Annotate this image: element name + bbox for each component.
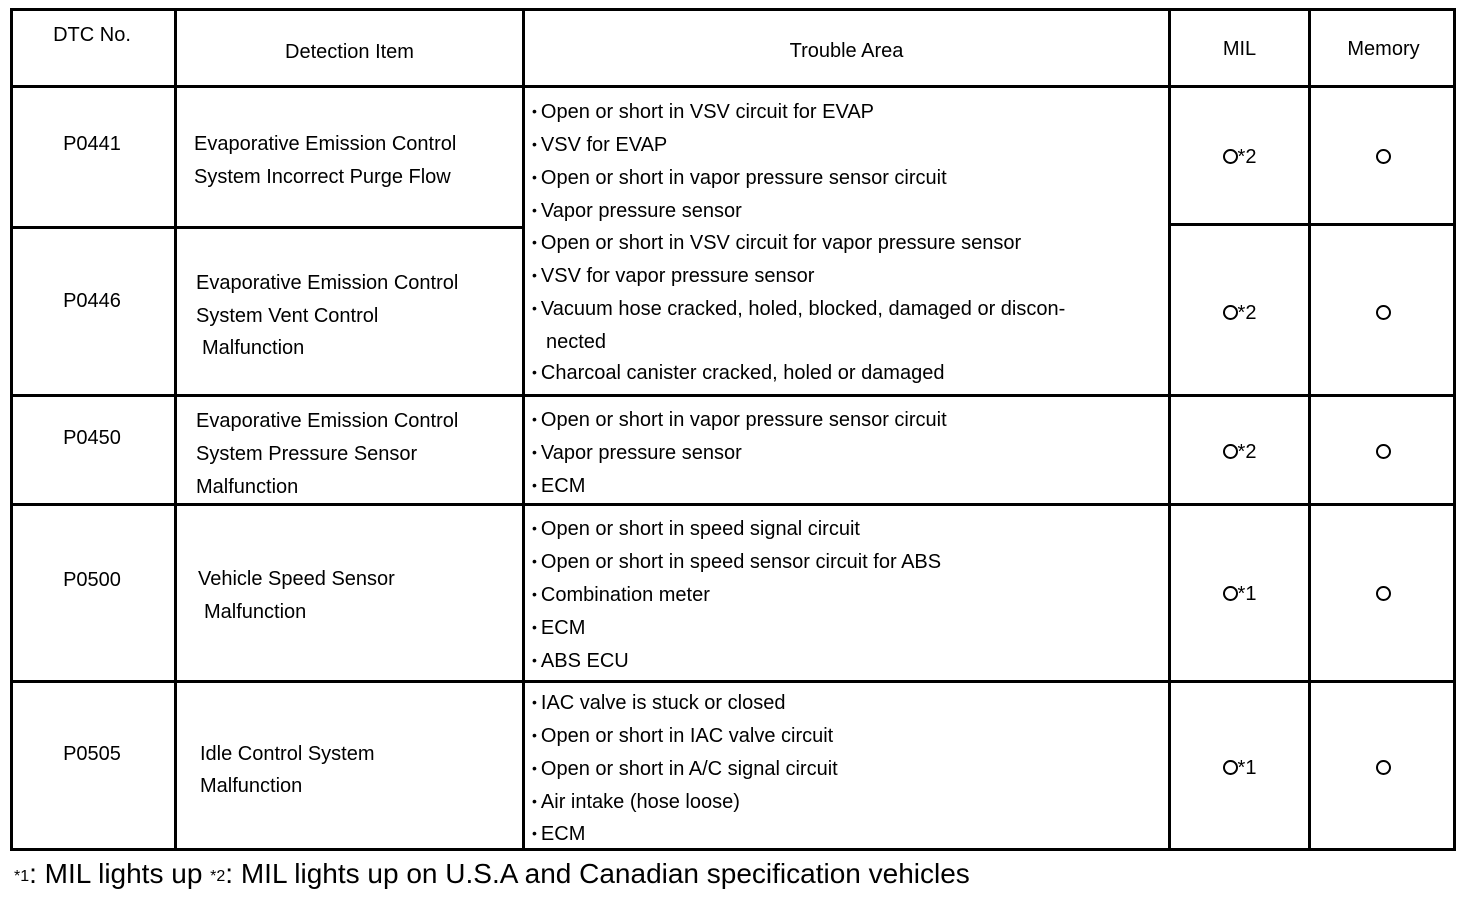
column-divider [1308, 8, 1311, 851]
circle-icon [1376, 305, 1391, 320]
dtc-table [10, 8, 1456, 851]
detection-item-line: Evaporative Emission Control [194, 133, 457, 155]
memory-indicator [1311, 757, 1456, 780]
trouble-area-item: • Open or short in speed sensor circuit for ABS [532, 546, 941, 580]
mil-note: *1 [1237, 757, 1257, 779]
mil-note: *1 [1237, 583, 1257, 605]
detection-item-line: Vehicle Speed Sensor [198, 568, 395, 590]
trouble-area-item: • Charcoal canister cracked, holed or damaged [532, 357, 944, 391]
header-mil: MIL [1222, 38, 1257, 60]
trouble-area-item: • Combination meter [532, 579, 710, 613]
memory-indicator [1311, 146, 1456, 169]
footnote-text: : MIL lights up on U.S.A and Canadian specification vehicles [225, 858, 970, 889]
detection-item-line: Evaporative Emission Control [196, 272, 459, 294]
detection-item-line: System Incorrect Purge Flow [194, 166, 451, 188]
circle-icon [1376, 760, 1391, 775]
trouble-area-item: • Open or short in A/C signal circuit [532, 753, 838, 787]
column-divider [174, 8, 177, 851]
trouble-area-item: • VSV for vapor pressure sensor [532, 260, 814, 294]
mil-indicator [1171, 757, 1308, 780]
detection-item-line: System Pressure Sensor [196, 443, 418, 465]
row-divider [10, 394, 1456, 397]
mil-indicator [1171, 302, 1308, 325]
dtc-code: P0450 [63, 427, 121, 449]
circle-icon [1223, 444, 1238, 459]
trouble-area-item: • Vacuum hose cracked, holed, blocked, damaged or discon- [532, 293, 1065, 327]
trouble-area-continuation: nected [546, 331, 607, 353]
row-divider [10, 85, 1456, 88]
header-trouble-area: Trouble Area [789, 40, 904, 62]
trouble-area-item: • Open or short in speed signal circuit [532, 513, 860, 547]
circle-icon [1376, 444, 1391, 459]
trouble-area-item: • Vapor pressure sensor [532, 437, 742, 471]
column-divider [522, 8, 525, 851]
header-dtc: DTC No. [53, 24, 131, 46]
row-divider [10, 226, 524, 229]
circle-icon [1376, 586, 1391, 601]
column-divider [1168, 8, 1171, 851]
mil-indicator [1171, 146, 1308, 169]
mil-note: *2 [1237, 441, 1257, 463]
detection-item-line: Malfunction [200, 775, 303, 797]
trouble-area-item: • ECM [532, 470, 585, 504]
trouble-area-item: • ECM [532, 818, 585, 852]
footnote-text: : MIL lights up [29, 858, 211, 889]
circle-icon [1223, 760, 1238, 775]
trouble-area-item: • Open or short in IAC valve circuit [532, 720, 833, 754]
dtc-code: P0441 [63, 133, 121, 155]
detection-item-line: Malfunction [196, 476, 299, 498]
detection-item-line: Malfunction [204, 601, 307, 623]
circle-icon [1376, 149, 1391, 164]
detection-item-line: System Vent Control [196, 305, 379, 327]
row-divider [10, 680, 1456, 683]
mil-indicator [1171, 583, 1308, 606]
header-memory: Memory [1347, 38, 1420, 60]
circle-icon [1223, 586, 1238, 601]
trouble-area-item: • Open or short in vapor pressure sensor circuit [532, 162, 947, 196]
mil-note: *2 [1237, 302, 1257, 324]
trouble-area-item: • ECM [532, 612, 585, 646]
footnote-mark: *1 [14, 868, 30, 885]
detection-item-line: Idle Control System [200, 743, 375, 765]
trouble-area-item: • Air intake (hose loose) [532, 786, 740, 820]
trouble-area-item: • VSV for EVAP [532, 129, 667, 163]
trouble-area-item: • Vapor pressure sensor [532, 195, 742, 229]
trouble-area-item: • Open or short in VSV circuit for vapor pressure sensor [532, 227, 1021, 261]
detection-item-line: Evaporative Emission Control [196, 410, 459, 432]
trouble-area-item: • ABS ECU [532, 645, 629, 679]
memory-indicator [1311, 441, 1456, 464]
trouble-area-item: • Open or short in vapor pressure sensor circuit [532, 404, 947, 438]
dtc-code: P0505 [63, 743, 121, 765]
row-divider [1168, 223, 1456, 226]
memory-indicator [1311, 302, 1456, 325]
circle-icon [1223, 149, 1238, 164]
circle-icon [1223, 305, 1238, 320]
dtc-code: P0446 [63, 290, 121, 312]
footnote [14, 858, 970, 890]
mil-indicator [1171, 441, 1308, 464]
mil-note: *2 [1237, 146, 1257, 168]
dtc-code: P0500 [63, 569, 121, 591]
detection-item-line: Malfunction [202, 337, 305, 359]
memory-indicator [1311, 583, 1456, 606]
trouble-area-item: • IAC valve is stuck or closed [532, 687, 785, 721]
trouble-area-item: • Open or short in VSV circuit for EVAP [532, 96, 874, 130]
header-detection-item: Detection Item [285, 41, 414, 63]
footnote-mark: *2 [210, 868, 226, 885]
